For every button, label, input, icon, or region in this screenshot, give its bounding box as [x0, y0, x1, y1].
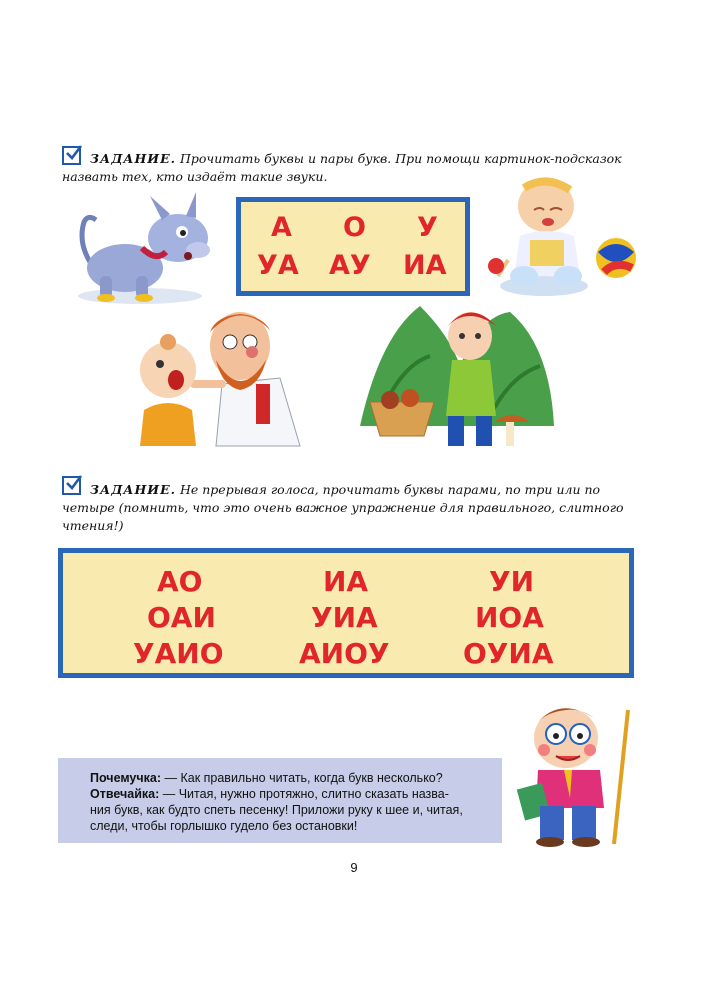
doctor-and-boy-illustration [130, 306, 320, 456]
crying-baby-illustration [484, 176, 639, 302]
combo-uia: УИА [311, 601, 378, 634]
task2-text-line3: чтения!) [62, 518, 124, 533]
girl-in-forest-illustration [350, 296, 560, 462]
task1-text [90, 150, 650, 167]
task2-line1: Не прерывая голоса, прочитать буквы парами, по три или по [179, 482, 601, 497]
combo-uaio: УАИО [133, 637, 224, 670]
letters-box-1 [236, 197, 470, 296]
combo-oai: ОАИ [147, 601, 216, 634]
task2-checkbox-icon [62, 476, 81, 495]
task2-text [90, 481, 650, 498]
letter-o: О [343, 212, 366, 243]
task2-text-line2: четыре (помнить, что это очень важное упражнение для правильного, слитного [62, 500, 624, 515]
boy-with-pointer-illustration [510, 700, 650, 850]
letter-u: У [417, 212, 438, 243]
pair-au: АУ [329, 250, 371, 281]
page-number: 9 [350, 860, 358, 875]
combo-ia: ИА [323, 565, 369, 598]
pair-ia: ИА [403, 250, 447, 281]
note-answer-line2: ния букв, как будто спеть песенку! Приложи руку к шее и, читая, [90, 803, 463, 817]
note-answer: Отвечайка: — Читая, нужно протяжно, слитно сказать назва- [90, 787, 449, 801]
task1-label: ЗАДАНИЕ. [90, 151, 176, 166]
dialogue-note [58, 758, 502, 843]
letter-a: А [271, 212, 292, 243]
task1-text-line2: назвать тех, кто издаёт такие звуки. [62, 169, 328, 184]
combo-ui: УИ [489, 565, 535, 598]
combo-ioa: ИОА [475, 601, 544, 634]
donkey-illustration [70, 192, 220, 308]
combo-ao: АО [157, 565, 203, 598]
combo-aiou: АИОУ [299, 637, 390, 670]
task1-line1: Прочитать буквы и пары букв. При помощи картинок-подсказок [179, 151, 622, 166]
combo-ouia: ОУИА [463, 637, 554, 670]
pair-ua: УА [257, 250, 299, 281]
note-answer-line3: следи, чтобы горлышко гудело без остановки! [90, 819, 358, 833]
note-question: Почемучка: — Как правильно читать, когда букв несколько? [90, 771, 443, 785]
task2-label: ЗАДАНИЕ. [90, 482, 176, 497]
letters-box-2 [58, 548, 634, 678]
task1-checkbox-icon [62, 146, 81, 165]
